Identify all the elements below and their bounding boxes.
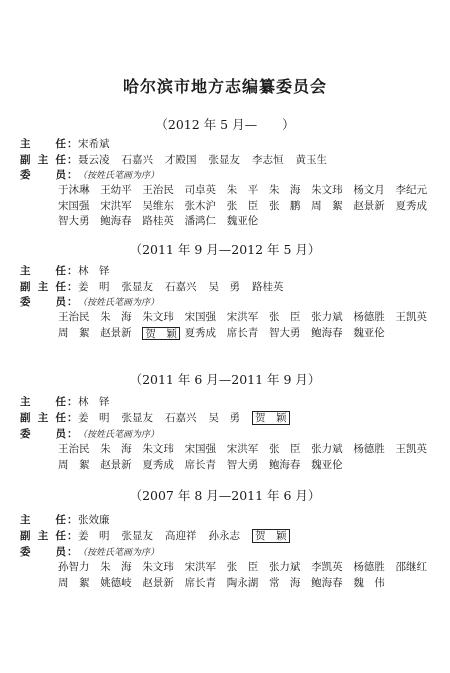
member-name: 王治民 (142, 184, 174, 196)
member-name: 朱 海 (100, 311, 132, 323)
member-name: 赵景新 (100, 326, 132, 339)
member-name: 魏 伟 (353, 576, 385, 589)
member-name: 杨德胜 (353, 311, 385, 323)
director-name: 林 铎 (78, 396, 110, 408)
member-name: 姚德岐 (100, 576, 132, 589)
member-name: 李纪元 (395, 184, 427, 196)
director-name: 张效廉 (78, 514, 110, 526)
deputy-label: 副 主 任 (20, 530, 66, 542)
member-name: 邵继红 (395, 561, 427, 573)
member-name: 于沐琳 (58, 184, 90, 196)
member-name: 席长青 (226, 326, 259, 339)
director-label: 主 任 (20, 265, 66, 277)
member-name: 赵景新 (353, 199, 385, 212)
member-name: 朱文玮 (142, 561, 174, 573)
member-name: 智大勇 (226, 458, 259, 471)
member-name: 张力斌 (268, 561, 301, 573)
member-name: 王凯英 (395, 443, 427, 455)
document-title: 哈尔滨市地方志编纂委员会 (122, 77, 327, 96)
member-name: 司卓英 (184, 184, 217, 196)
member-name: 路桂英 (142, 215, 174, 227)
boxed-name: 贺 颖 (252, 529, 290, 543)
member-name: 周 絮 (58, 326, 90, 339)
member-name: 席长青 (184, 458, 217, 471)
director-name: 林 铎 (78, 265, 110, 277)
member-name: 周 絮 (58, 576, 90, 589)
member-name: 魏亚伦 (353, 326, 385, 339)
member-label: 委 员 (20, 428, 66, 440)
member-name: 宋洪军 (226, 443, 259, 455)
member-name: 宋国强 (184, 311, 217, 323)
member-name: 朱文玮 (142, 311, 174, 323)
director-name: 宋希斌 (78, 138, 110, 150)
member-name: 鲍海春 (311, 326, 343, 339)
member-name: 赵景新 (142, 576, 174, 589)
boxed-name: 贺 颖 (252, 411, 290, 425)
member-name: 杨德胜 (353, 443, 385, 455)
member-order-note: （按姓氏笔画为序） (78, 430, 160, 440)
member-name: 张 臣 (226, 561, 259, 573)
member-name: 智大勇 (58, 215, 90, 227)
member-name: 张 臣 (226, 199, 259, 212)
member-name: 贺 颖 (142, 327, 180, 340)
member-name: 张力斌 (311, 443, 343, 455)
member-name: 张木沪 (184, 199, 217, 212)
member-name: 周 絮 (311, 199, 343, 212)
member-list (58, 310, 438, 341)
member-name: 席长青 (184, 576, 217, 589)
director-label: 主 任 (20, 514, 66, 526)
member-name: 朱文玮 (311, 184, 343, 196)
member-name: 朱 平 (226, 184, 259, 196)
member-label: 委 员 (20, 546, 66, 558)
member-name: 常 海 (268, 576, 301, 589)
member-name: 张 鹏 (268, 199, 301, 212)
member-name: 王幼平 (100, 184, 132, 196)
period-heading: （2011 年 9 月—2012 年 5 月） (129, 242, 321, 257)
member-order-note: （按姓氏笔画为序） (78, 171, 160, 181)
member-name: 赵景新 (100, 458, 132, 471)
deputy-list: 姜 明 张显友 石嘉兴 吴 勇 贺 颖 (78, 412, 302, 425)
director-label: 主 任 (20, 396, 66, 408)
member-name: 朱 海 (100, 561, 132, 573)
member-name: 夏秀成 (395, 199, 427, 212)
member-name: 宋洪军 (184, 561, 217, 573)
member-order-note: （按姓氏笔画为序） (78, 298, 160, 308)
member-name: 鲍海春 (311, 576, 343, 589)
member-name: 夏秀成 (184, 326, 217, 339)
member-label: 委 员 (20, 296, 66, 308)
member-name: 宋国强 (58, 199, 90, 212)
member-name: 张 臣 (268, 443, 301, 455)
period-heading: （2012 年 5 月— ） (155, 117, 295, 132)
member-name: 鲍海春 (100, 215, 132, 227)
member-name: 鲍海春 (268, 458, 301, 471)
member-name: 魏亚伦 (311, 458, 343, 471)
period-heading: （2011 年 6 月—2011 年 9 月） (129, 372, 321, 387)
member-order-note: （按姓氏笔画为序） (78, 548, 160, 558)
member-name: 魏亚伦 (226, 215, 259, 227)
member-name: 吴维东 (142, 199, 174, 212)
member-name: 朱 海 (268, 184, 301, 196)
member-label: 委 员 (20, 169, 66, 181)
member-name: 孙智力 (58, 561, 90, 573)
member-name: 陶永湖 (226, 576, 259, 589)
member-name: 王治民 (58, 443, 90, 455)
member-name: 宋国强 (184, 443, 217, 455)
member-name: 杨德胜 (353, 561, 385, 573)
member-name: 朱文玮 (142, 443, 174, 455)
member-list (58, 183, 438, 230)
member-name: 宋洪军 (226, 311, 259, 323)
member-name: 夏秀成 (142, 458, 174, 471)
member-name: 王凯英 (395, 311, 427, 323)
member-name: 李凯英 (311, 561, 343, 573)
document-page: 哈尔滨市地方志编纂委员会 （2012 年 5 月— ） 主 任 ： 宋希斌 副 主 任 ： 聂云凌 石嘉兴 才殿国 张显友 李志恒 黄玉生 委 员 ： （按姓氏笔画为序） 于沐琳 王幼平 王治民 司卓英 朱 平 朱 海 朱文玮 杨文月 李纪元 宋国强 宋洪军 吴维东 张木沪 张 臣 张 鹏 周 絮 赵景新 夏秀成 智大勇 鲍海春 路桂英 潘鸿仁 魏亚伦 （2011 年 9 月—2012 年 5 月） 主 任 ： 林 铎 副 主 任 ： 姜 明 张显友 石嘉兴 吴 勇 路桂英 委 员 ： （按姓氏笔画为序） 王治民 朱 海 朱文玮 宋国强 宋洪军 张 臣 张力斌 杨德胜 王凯英 周 絮 赵景新 贺 颖 夏秀成 席长青 智大勇 鲍海春 魏亚伦 （2011 年 6 月—2011 年 9 月） 主 任 ： 林 铎 副 主 任 ： 姜 明 张显友 石嘉兴 吴 勇 贺 颖 委 员 ： （按姓氏笔画为序） 王治民 朱 海 朱文玮 宋国强 宋洪军 张 臣 张力斌 杨德胜 王凯英 周 絮 赵景新 夏秀成 席长青 智大勇 鲍海春 魏亚伦 （2007 年 8 月—2011 年 6 月） 主 任 ： 张效廉 副 主 任 ： 姜 明 张显友 高迎祥 孙永志 贺 颖 委 员 ： （按姓氏笔画为序） 孙智力 朱 海 朱文玮 宋洪军 张 臣 张力斌 李凯英 杨德胜 邵继红 周 絮 姚德岐 赵景新 席长青 陶永湖 常 海 鲍海春 魏 伟 (0, 0, 450, 673)
member-name: 张 臣 (268, 311, 301, 323)
deputy-label: 副 主 任 (20, 154, 66, 166)
member-name: 朱 海 (100, 443, 132, 455)
deputy-list: 姜 明 张显友 石嘉兴 吴 勇 路桂英 (78, 281, 284, 293)
deputy-label: 副 主 任 (20, 281, 66, 293)
member-name: 杨文月 (353, 184, 385, 196)
member-name: 周 絮 (58, 458, 90, 471)
deputy-list: 聂云凌 石嘉兴 才殿国 张显友 李志恒 黄玉生 (78, 154, 327, 166)
deputy-label: 副 主 任 (20, 412, 66, 424)
member-name: 张力斌 (311, 311, 343, 323)
deputy-list: 姜 明 张显友 高迎祥 孙永志 贺 颖 (78, 530, 302, 543)
member-list (58, 560, 438, 591)
member-list (58, 442, 438, 473)
period-heading: （2007 年 8 月—2011 年 6 月） (129, 488, 321, 503)
member-name: 王治民 (58, 311, 90, 323)
member-name: 潘鸿仁 (184, 215, 217, 227)
member-name: 宋洪军 (100, 199, 132, 212)
director-label: 主 任 (20, 138, 66, 150)
member-name: 智大勇 (268, 326, 301, 339)
